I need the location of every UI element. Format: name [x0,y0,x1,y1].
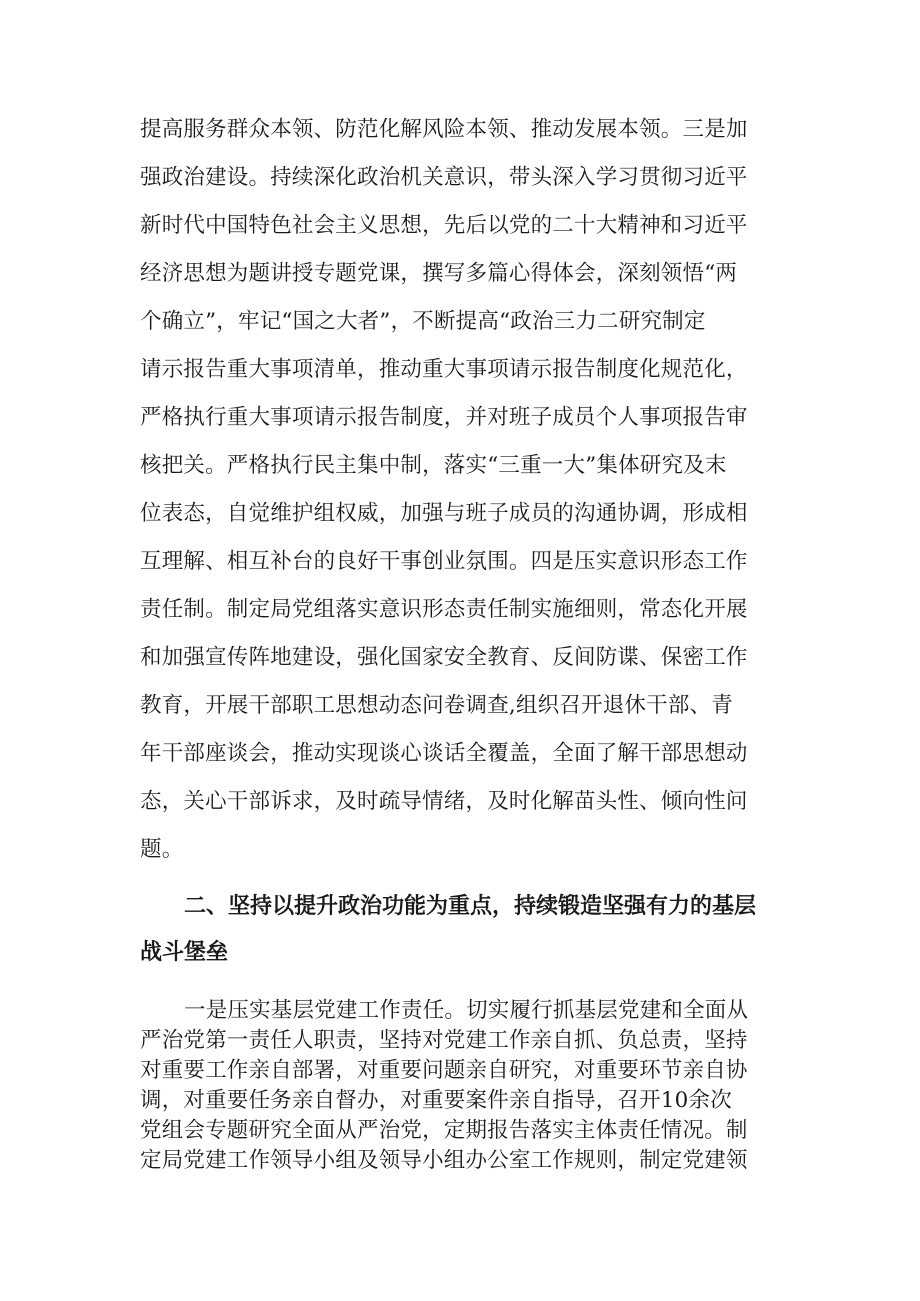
text-line: 态，关心干部诉求，及时疏导情绪，及时化解苗头性、倾向性问 [140,789,748,814]
text-line: 严治党第一责任人职责，坚持对党建工作亲自抓、负总责，坚持 [140,1028,748,1053]
text-line: 题。 [140,837,184,862]
text-line: 党组会专题研究全面从严治党，定期报告落实主体责任情况。制 [140,1118,748,1143]
text-line: 责任制。制定局党组落实意识形态责任制实施细则，常态化开展 [140,597,748,622]
body-paragraph-1 [140,106,790,874]
section-heading [140,884,790,976]
text-line: 和加强宣传阵地建设，强化国家安全教育、反间防谍、保密工作 [140,645,748,670]
text-line: 个确立”，牢记“国之大者”，不断提高“政治三力二研究制定 [140,309,706,334]
text-line: 互理解、相互补台的良好干事创业氛围。四是压实意识形态工作 [140,549,748,574]
text-line: 严格执行重大事项请示报告制度，并对班子成员个人事项报告审 [140,405,748,430]
text-line: 调，对重要任务亲自督办，对重要案件亲自指导，召开10余次 [140,1088,732,1113]
heading-line: 二、坚持以提升政治功能为重点，持续锻造坚强有力的基层 [184,894,757,919]
text-line: 请示报告重大事项清单，推动重大事项请示报告制度化规范化， [140,357,748,382]
heading-line: 战斗堡垒 [140,940,229,965]
text-line: 定局党建工作领导小组及领导小组办公室工作规则，制定党建领 [140,1148,748,1173]
text-line: 经济思想为题讲授专题党课，撰写多篇心得体会，深刻领悟“两 [140,261,738,286]
text-line: 教育，开展干部职工思想动态问卷调查,组织召开退休干部、青 [140,693,733,718]
text-line: 对重要工作亲自部署，对重要问题亲自研究，对重要环节亲自协 [140,1058,748,1083]
text-line: 新时代中国特色社会主义思想，先后以党的二十大精神和习近平 [140,213,748,238]
text-line: 核把关。严格执行民主集中制，落实“三重一大”集体研究及末 [140,453,727,478]
text-line: 年干部座谈会，推动实现谈心谈话全覆盖，全面了解干部思想动 [140,741,748,766]
text-line: 提高服务群众本领、防范化解风险本领、推动发展本领。三是加 [140,117,748,142]
text-line: 一是压实基层党建工作责任。切实履行抓基层党建和全面从 [184,998,749,1023]
text-line: 位表态，自觉维护组权威，加强与班子成员的沟通协调，形成相 [140,501,748,526]
body-paragraph-2 [140,996,790,1176]
text-line: 强政治建设。持续深化政治机关意识，带头深入学习贯彻习近平 [140,165,748,190]
